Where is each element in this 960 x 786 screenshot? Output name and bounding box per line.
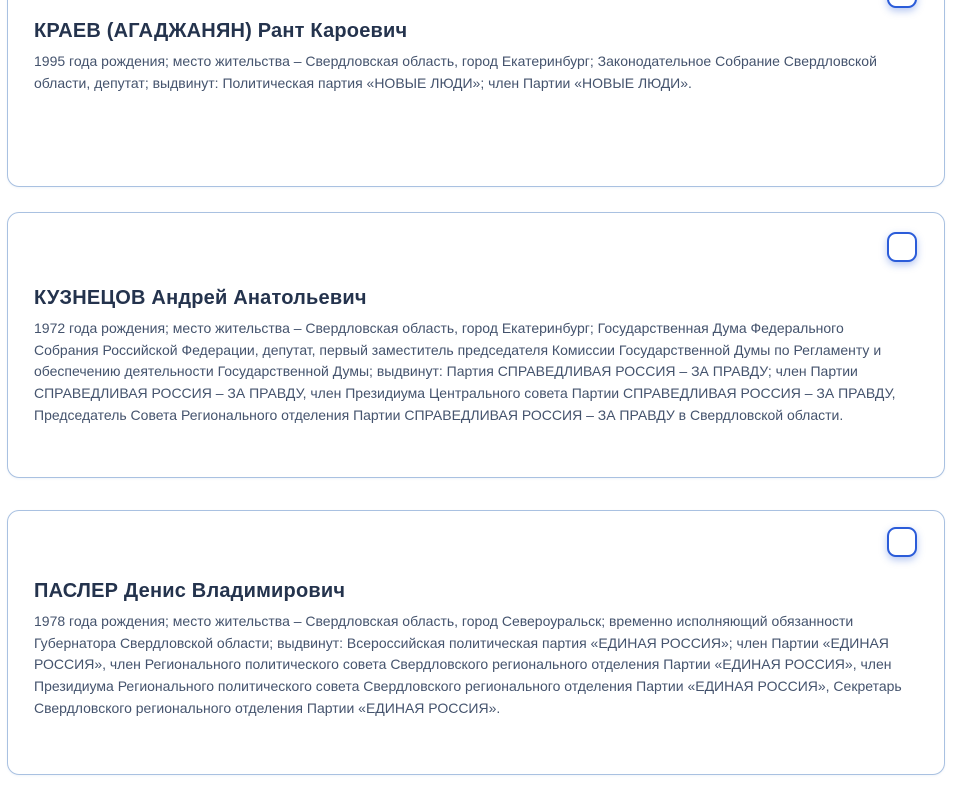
candidate-card-content — [34, 213, 908, 427]
candidate-card — [7, 0, 945, 187]
candidate-card-content — [34, 511, 908, 720]
candidate-card — [7, 212, 945, 478]
candidate-name: КУЗНЕЦОВ Андрей Анатольевич — [34, 287, 367, 309]
candidate-details: 1978 года рождения; место жительства – Свердловская область, город Североуральск; временно исполняющий обязанности Губернатора Свердловской области; выдвинут: Всероссийская политическая партия «ЕДИНАЯ РОССИЯ»; член Партии «ЕДИНАЯ РОССИЯ», член Регионального политического совета Свердловского регионального отделения Партии «ЕДИНАЯ РОССИЯ», член Президиума Регионального политического совета Свердловского регионального отделения Партии «ЕДИНАЯ РОССИЯ», Секретарь Свердловского регионального отделения Партии «ЕДИНАЯ РОССИЯ». — [34, 613, 902, 716]
candidate-card — [7, 510, 945, 775]
candidate-card-content — [34, 0, 908, 94]
candidate-name: ПАСЛЕР Денис Владимирович — [34, 580, 346, 602]
candidate-details: 1995 года рождения; место жительства – Свердловская область, город Екатеринбург; Законодательное Собрание Свердловской области, депутат; выдвинут: Политическая партия «НОВЫЕ ЛЮДИ»; член Партии «НОВЫЕ ЛЮДИ». — [34, 53, 877, 91]
candidate-name: КРАЕВ (АГАДЖАНЯН) Рант Кароевич — [34, 20, 408, 42]
candidate-details: 1972 года рождения; место жительства – Свердловская область, город Екатеринбург; Государственная Дума Федерального Собрания Российской Федерации, депутат, первый заместитель председателя Комиссии Государственной Думы по Регламенту и обеспечению деятельности Государственной Думы; выдвинут: Партия СПРАВЕДЛИВАЯ РОССИЯ – ЗА ПРАВДУ; член Партии СПРАВЕДЛИВАЯ РОССИЯ – ЗА ПРАВДУ, член Президиума Центрального совета Партии СПРАВЕДЛИВАЯ РОССИЯ – ЗА ПРАВДУ, Председатель Совета Регионального отделения Партии СПРАВЕДЛИВАЯ РОССИЯ – ЗА ПРАВДУ в Свердловской области. — [34, 320, 896, 423]
